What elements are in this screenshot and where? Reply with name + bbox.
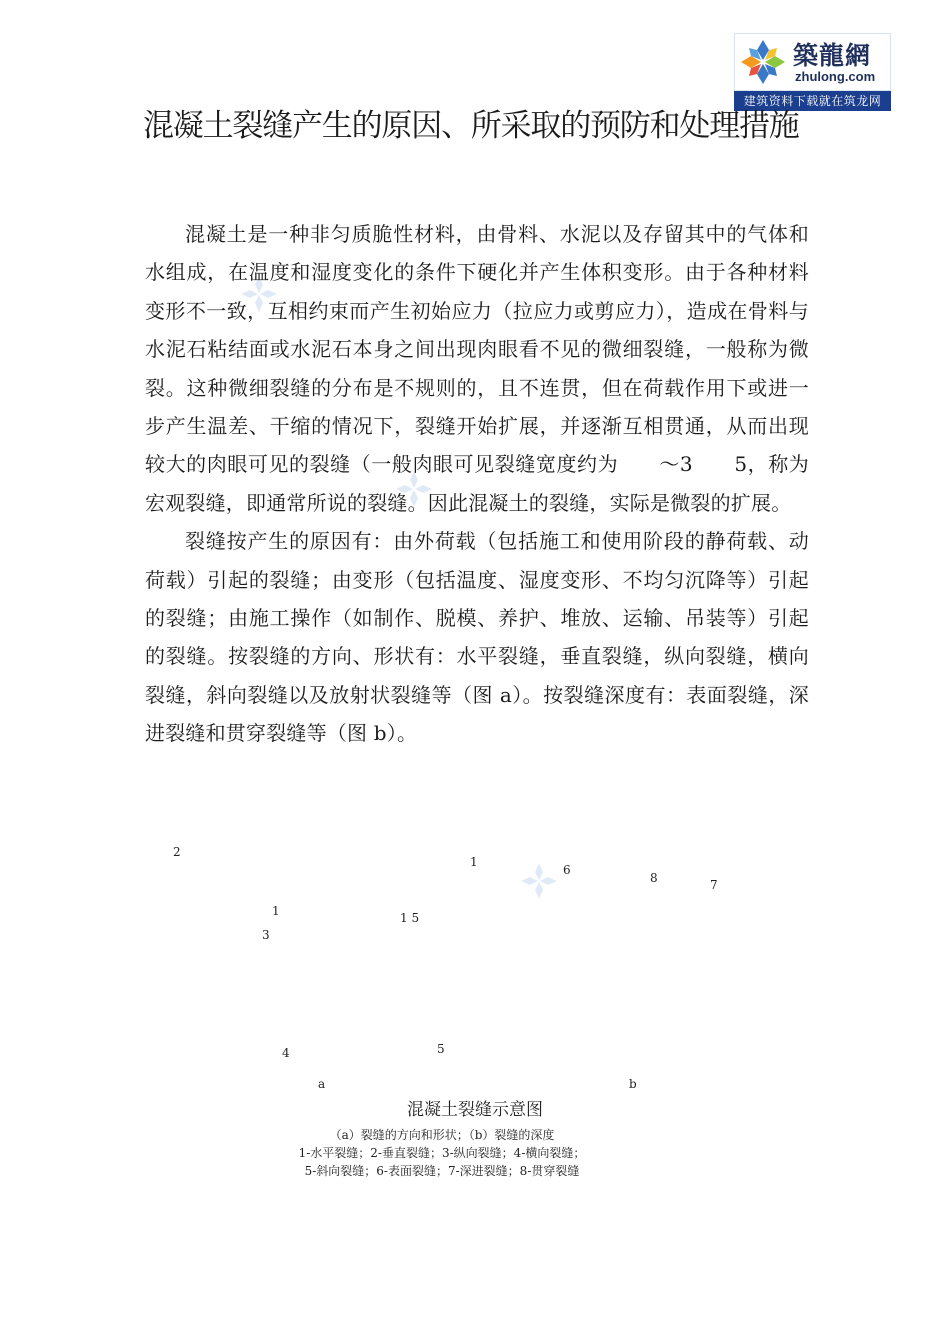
figure-label: 1 [470, 855, 478, 869]
figure-label: 4 [282, 1046, 290, 1060]
figure-caption: 5-斜向裂缝；6-表面裂缝；7-深进裂缝；8-贯穿裂缝 [304, 1164, 580, 1178]
figure-label: 3 [262, 928, 270, 942]
logo-header [734, 33, 891, 91]
logo-name: 築龍網 [793, 41, 872, 70]
figure-title: 混凝土裂缝示意图 [407, 1100, 543, 1120]
figure-label: 6 [563, 863, 571, 877]
snowflake-diamond-logo-icon [739, 38, 787, 86]
document-body [145, 215, 809, 753]
figure-sublabel-b: b [629, 1077, 637, 1091]
figure-label: 1 5 [400, 911, 420, 925]
figure-label: 1 [272, 904, 280, 918]
document-title: 混凝土裂缝产生的原因、所采取的预防和处理措施 [143, 108, 799, 144]
logo-slogan: 建筑资料下载就在筑龙网 [734, 91, 891, 111]
figure-label: 7 [710, 878, 718, 892]
figure-label: 8 [650, 871, 658, 885]
figure-sublabel-a: a [318, 1077, 326, 1091]
zhulong-logo [734, 33, 891, 111]
figure-label: 2 [173, 845, 181, 859]
paragraph-classification: 裂缝按产生的原因有：由外荷载（包括施工和使用阶段的静荷载、动荷载）引起的裂缝；由变形（包括温度、湿度变形、不均匀沉降等）引起的裂缝；由施工操作（如制作、脱模、养护、堆放、运输、吊装等）引起的裂缝。按裂缝的方向、形状有：水平裂缝，垂直裂缝，纵向裂缝，横向裂缝，斜向裂缝以及放射状裂缝等（图 a）。按裂缝深度有：表面裂缝，深进裂缝和贯穿裂缝等（图 b）。 [145, 529, 809, 746]
figure-caption: （a）裂缝的方向和形状；（b）裂缝的深度 [329, 1128, 555, 1142]
snowflake-watermark-icon [520, 862, 558, 900]
logo-site[interactable]: zhulong.com [795, 69, 876, 84]
figure-caption: 1-水平裂缝；2-垂直裂缝；3-纵向裂缝；4-横向裂缝； [298, 1146, 586, 1160]
figure-label: 5 [437, 1042, 445, 1056]
paragraph-intro: 混凝土是一种非匀质脆性材料，由骨料、水泥以及存留其中的气体和水组成，在温度和湿度变化的条件下硬化并产生体积变形。由于各种材料变形不一致，互相约束而产生初始应力（拉应力或剪应力），造成在骨料与水泥石粘结面或水泥石本身之间出现肉眼看不见的微细裂缝，一般称为微裂。这种微细裂缝的分布是不规则的，且不连贯，但在荷载作用下或进一步产生温差、干缩的情况下，裂缝开始扩展，并逐渐互相贯通，从而出现较大的肉眼可见的裂缝（一般肉眼可见裂缝宽度约为 ～3 5，称为宏观裂缝，即通常所说的裂缝。因此混凝土的裂缝，实际是微裂的扩展。 [145, 222, 809, 515]
